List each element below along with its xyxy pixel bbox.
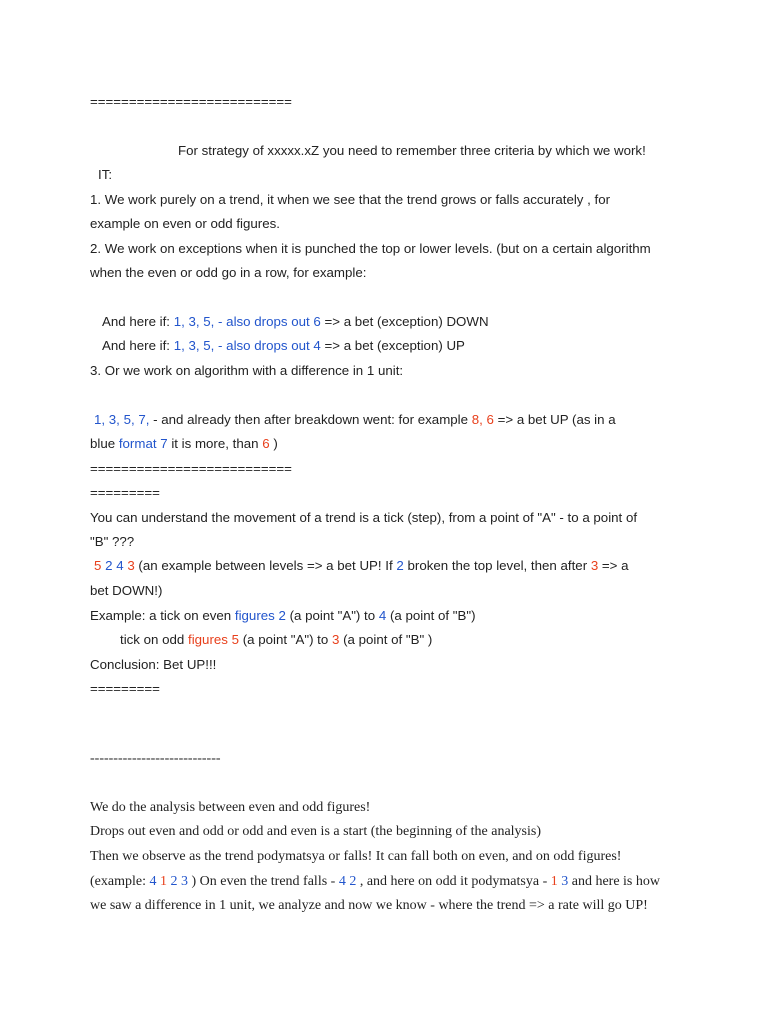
exception-up-prefix: And here if: [102,338,174,353]
ex-blue-2b: 2 [396,558,404,573]
ex-even-4: 4 [378,608,387,623]
algorithm-b-red: 6 [262,436,270,451]
algorithm-b-mid: it is more, than [167,436,263,451]
criterion-1-line-b: example on even or odd figures. [90,216,280,231]
analysis-line-4 [90,874,660,890]
ex-text-1: (an example between levels => a bet UP! If [134,558,397,573]
criterion-3-line: 3. Or we work on algorithm with a difference in 1 unit: [90,363,404,378]
exception-up-result: => a bet (exception) UP [320,338,465,353]
separator-mid: ========================== [90,461,292,476]
ex-red-5: 5 [94,558,102,573]
ex-odd-3: 3 [331,632,340,647]
algorithm-b-end: ) [269,436,278,451]
analysis-line-3: Then we observe as the trend podymatsya or falls! It can fall both on even, and on odd figures! [90,849,622,864]
ex-blue-2: 2 [105,558,113,573]
ex-odd-prefix: tick on odd [120,632,189,647]
tick-line-a: You can understand the movement of a trend is a tick (step), from a point of "A" - to a point of [90,510,638,525]
criterion-1-line-a: 1. We work purely on a trend, it when we see that the trend grows or falls accurately , for [90,192,611,207]
ex-even-figures: figures 2 [234,608,286,623]
dash-separator: ---------------------------- [90,751,221,766]
ex-even-mid: (a point "A") to [285,608,379,623]
exception-down-line [102,314,489,329]
algorithm-b-prefix: blue [90,436,119,451]
analysis-line-2: Drops out even and odd or odd and even is a start (the beginning of the analysis) [90,824,542,839]
ex-odd-figures: figures 5 [188,632,240,647]
intro-line: For strategy of xxxxx.xZ you need to remember three criteria by which we work! [178,143,646,158]
p4-mid-2: , and here on odd it podymatsya - [356,874,551,889]
ex-even-end: (a point of "B") [386,608,476,623]
exception-down-prefix: And here if: [102,314,174,329]
exception-down-sequence: 1, 3, 5, - also drops out 6 [173,314,321,329]
algorithm-text: - and already then after breakdown went: for example [149,412,472,427]
separator-short-2: ========= [90,681,160,696]
ex-text-2: broken the top level, then after [403,558,591,573]
p4-seq-42: 4 2 [338,874,357,889]
separator-short-1: ========= [90,485,160,500]
p4-seq-4: 4 [149,874,157,889]
ex-blue-4: 4 [116,558,124,573]
criterion-2-line-b: when the even or odd go in a row, for example: [90,265,367,280]
exception-up-line [102,338,465,353]
ex-red-3: 3 [127,558,135,573]
example-even-line [90,608,476,623]
ex-red-3b: 3 [590,558,599,573]
ex-odd-mid: (a point "A") to [239,632,332,647]
algorithm-b-blue: format 7 [118,436,168,451]
separator-top: ========================== [90,94,292,109]
ex-odd-end: (a point of "B" ) [339,632,433,647]
example-levels-line [94,558,629,573]
p4-seq-3: 3 [561,874,569,889]
ex-even-prefix: Example: a tick on even [90,608,235,623]
algorithm-result: => a bet UP (as in a [493,412,616,427]
exception-down-result: => a bet (exception) DOWN [320,314,489,329]
conclusion-line: Conclusion: Bet UP!!! [90,657,217,672]
p4-mid-1: ) On even the trend falls - [187,874,339,889]
analysis-line-1: We do the analysis between even and odd figures! [90,800,371,815]
p4-seq-23: 2 3 [170,874,188,889]
p4-end: and here is how [568,874,660,889]
criterion-2-line-a: 2. We work on exceptions when it is punched the top or lower levels. (but on a certain algorithm [90,241,651,256]
p4-seq-1: 1 [159,874,167,889]
it-line: IT: [98,167,113,182]
ex-text-3: => a [598,558,629,573]
algorithm-sequence: 1, 3, 5, 7, [94,412,150,427]
tick-line-b: "B" ??? [90,534,135,549]
example-odd-line [120,632,432,647]
example-levels-line-b: bet DOWN!) [90,583,163,598]
analysis-line-5: we saw a difference in 1 unit, we analyze and now we know - where the trend => a rate will go UP! [90,898,648,913]
algorithm-red-values: 8, 6 [471,412,494,427]
p4-seq-1b: 1 [550,874,558,889]
exception-up-sequence: 1, 3, 5, - also drops out 4 [173,338,321,353]
p4-prefix: (example: [90,874,150,889]
algorithm-line-a [94,412,616,427]
algorithm-line-b [90,436,278,451]
